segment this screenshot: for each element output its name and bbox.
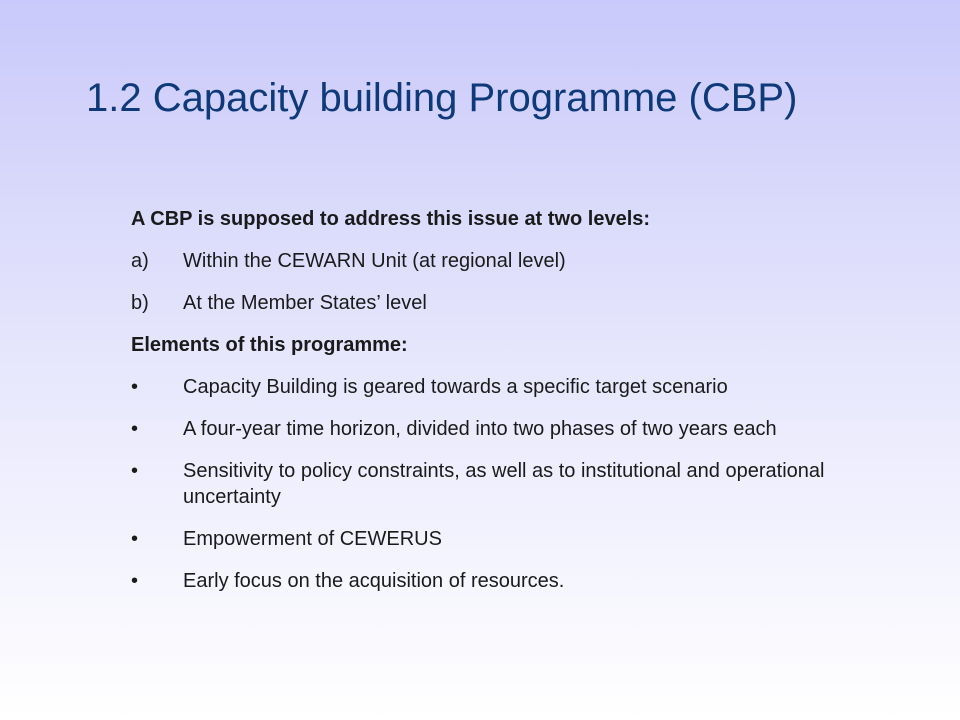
- element-item: [131, 458, 871, 510]
- element-text: Early focus on the acquisition of resources.: [183, 570, 565, 592]
- slide-content: [131, 206, 871, 610]
- list-marker: a): [131, 250, 149, 272]
- level-text: Within the CEWARN Unit (at regional level): [183, 250, 566, 272]
- bullet-marker: •: [131, 528, 139, 550]
- element-text: Sensitivity to policy constraints, as well as to institutional and operational uncertainty: [183, 460, 825, 508]
- element-item: [131, 526, 871, 552]
- slide-title: 1.2 Capacity building Programme (CBP): [86, 76, 798, 120]
- element-item: [131, 416, 871, 442]
- bullet-marker: •: [131, 376, 139, 398]
- element-text: Capacity Building is geared towards a specific target scenario: [183, 376, 728, 398]
- element-text: Empowerment of CEWERUS: [183, 528, 442, 550]
- element-text: A four-year time horizon, divided into two phases of two years each: [183, 418, 777, 440]
- bullet-marker: •: [131, 460, 139, 482]
- bullet-marker: •: [131, 570, 139, 592]
- bullet-marker: •: [131, 418, 139, 440]
- element-item: [131, 374, 871, 400]
- levels-heading: A CBP is supposed to address this issue at two levels:: [131, 208, 651, 230]
- list-marker: b): [131, 292, 149, 314]
- level-item-a: [131, 248, 871, 274]
- level-text: At the Member States’ level: [183, 292, 427, 314]
- level-item-b: [131, 290, 871, 316]
- element-item: [131, 568, 871, 594]
- elements-heading: Elements of this programme:: [131, 334, 408, 356]
